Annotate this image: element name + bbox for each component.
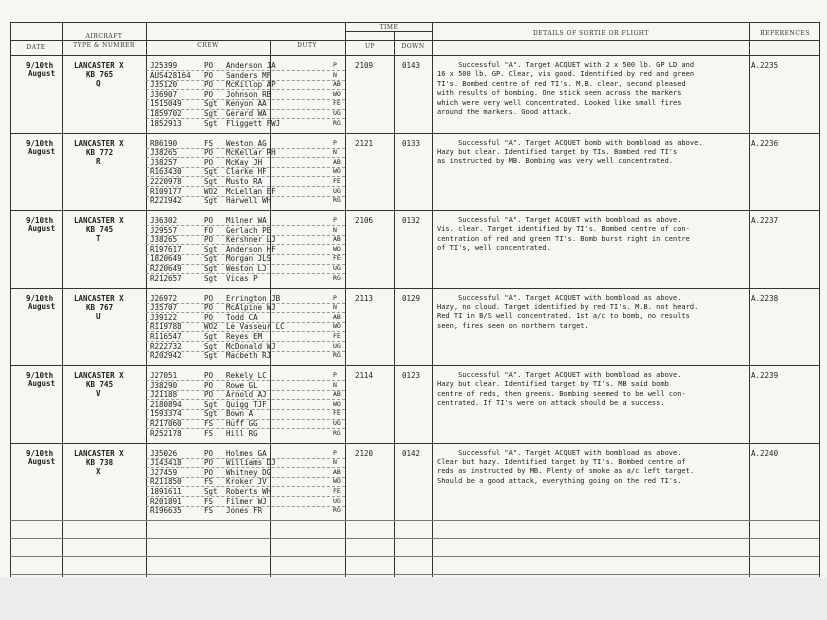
- crew-name: Macbeth RJ: [226, 351, 272, 361]
- crew-name: Holmes GA: [226, 448, 267, 458]
- crew-duty: AB: [333, 80, 341, 89]
- crew-service-number: R163430: [150, 167, 182, 177]
- crew-duty: AB: [333, 467, 341, 476]
- crew-service-number: 1891611: [150, 486, 182, 496]
- aircraft-letter: Q: [96, 79, 101, 88]
- aircraft-type: LANCASTER X: [74, 138, 124, 148]
- crew-service-number: R86190: [150, 138, 178, 148]
- aircraft-letter: T: [96, 234, 101, 243]
- sortie-separator: [10, 55, 819, 56]
- column-rule: [62, 22, 63, 577]
- crew-duty: RG: [333, 196, 341, 205]
- crew-service-number: J38257: [150, 157, 178, 167]
- sortie-details-line: Hazy but clear. Identified target by TI's. MB said bomb: [437, 380, 669, 389]
- crew-duty: AB: [333, 390, 341, 399]
- crew-rank: Sgt: [204, 109, 218, 118]
- reference-number: A.2239: [751, 371, 779, 380]
- crew-service-number: 1593374: [150, 409, 182, 419]
- crew-duty: FE: [333, 254, 341, 263]
- aircraft-letter: U: [96, 311, 101, 321]
- time-down: 0132: [402, 216, 421, 225]
- crew-rank: Sgt: [204, 176, 218, 186]
- crew-duty: RG: [333, 428, 341, 437]
- crew-name: Errington JB: [226, 293, 281, 303]
- sortie-details-line: of TI's, well concentrated.: [437, 244, 551, 253]
- crew-service-number: J25399: [150, 61, 178, 70]
- crew-duty: N: [333, 303, 337, 312]
- time-down: 0133: [402, 138, 421, 148]
- crew-service-number: J143418: [150, 458, 182, 468]
- aircraft-serial: KB 772: [86, 147, 114, 157]
- blank-row-rule: [10, 556, 819, 557]
- crew-name: Gerard WA: [226, 109, 267, 118]
- crew-service-number: J36302: [150, 216, 178, 225]
- sortie-details-line: with results of bombing. One stick seen across the markers: [437, 89, 682, 98]
- header-duty: DUTY: [297, 42, 317, 49]
- column-rule: [146, 22, 147, 577]
- blank-row-rule: [10, 574, 819, 575]
- sortie-details-line: Successful "A". Target ACQUET with bombload as above.: [437, 293, 682, 302]
- time-up: 2113: [355, 293, 374, 303]
- crew-service-number: R221942: [150, 196, 182, 206]
- crew-duty: UG: [333, 341, 341, 350]
- crew-name: Le Vasseur LC: [226, 322, 285, 332]
- column-rule: [432, 22, 433, 577]
- sortie-separator: [10, 443, 819, 444]
- time-subrule: [346, 31, 432, 32]
- crew-duty: UG: [333, 186, 341, 195]
- crew-name: Jones FR: [226, 506, 263, 516]
- sortie-date: 9/10th: [26, 61, 54, 70]
- crew-rank: PO: [204, 216, 214, 225]
- crew-service-number: 2180894: [150, 399, 182, 409]
- crew-service-number: J27051: [150, 371, 178, 380]
- crew-service-number: J26972: [150, 293, 178, 303]
- sortie-details-line: Successful "A". Target ACQUET with bombload as above.: [437, 448, 682, 457]
- crew-duty: P: [333, 293, 337, 302]
- crew-duty: FE: [333, 176, 341, 185]
- sortie-separator: [10, 210, 819, 211]
- crew-duty: N: [333, 70, 337, 79]
- sortie-details-line: Clear but hazy. Identified target by TI's. Bombed centre of: [437, 457, 686, 466]
- crew-duty: P: [333, 138, 337, 147]
- aircraft-serial: KB 767: [86, 302, 114, 312]
- crew-rank: FS: [204, 138, 214, 148]
- crew-service-number: R217060: [150, 419, 182, 428]
- crew-duty: AB: [333, 157, 341, 166]
- crew-name: Weston AG: [226, 138, 267, 148]
- crew-duty: N: [333, 380, 337, 389]
- crew-service-number: J35026: [150, 448, 178, 458]
- crew-name: Harwell WH: [226, 196, 272, 206]
- crew-rank: Sgt: [204, 273, 218, 283]
- crew-name: Gerlach PE: [226, 225, 272, 235]
- column-rule: [819, 22, 820, 577]
- aircraft-serial: KB 745: [86, 225, 114, 234]
- header-date: DATE: [26, 44, 46, 51]
- time-up: 2106: [355, 216, 374, 225]
- sortie-details-line: centre of reds, then greens. Bombing seemed to be well con-: [437, 389, 686, 398]
- crew-service-number: J35120: [150, 80, 178, 90]
- sortie-details-line: Successful "A". Target ACQUET bomb with bombload as above.: [437, 138, 703, 147]
- sortie-month: August: [28, 146, 56, 156]
- crew-service-number: J21188: [150, 390, 178, 400]
- sortie-details-line: TI's. Bombed centre of red TI's. M.B. clear, second pleased: [437, 79, 686, 88]
- aircraft-letter: R: [96, 156, 101, 166]
- sortie-date: 9/10th: [26, 138, 54, 148]
- crew-duty: FE: [333, 409, 341, 418]
- crew-rank: FO: [204, 225, 214, 235]
- crew-service-number: R197617: [150, 244, 182, 254]
- aircraft-type: LANCASTER X: [74, 61, 124, 70]
- crew-name: McKellar RH: [226, 148, 276, 158]
- crew-rank: PO: [204, 70, 214, 80]
- sortie-details-line: as instructed by MB. Bombing was very well concentrated.: [437, 157, 674, 166]
- crew-rank: PO: [204, 157, 214, 167]
- sortie-month: August: [28, 379, 56, 388]
- crew-name: Musto RA: [226, 176, 263, 186]
- crew-rank: Sgt: [204, 264, 218, 273]
- crew-duty: FE: [333, 99, 341, 108]
- sortie-details-line: Red TI in B/S well concentrated. 1st a/c to bomb, no results: [437, 312, 690, 321]
- crew-duty: UG: [333, 264, 341, 272]
- crew-name: Kroker JV: [226, 477, 267, 487]
- crew-rank: Sgt: [204, 341, 218, 351]
- crew-service-number: R222732: [150, 341, 182, 351]
- crew-duty: P: [333, 371, 337, 379]
- crew-name: McAlpine WJ: [226, 303, 276, 313]
- crew-duty: AB: [333, 312, 341, 321]
- sortie-details-line: seen, fires seen on northern target.: [437, 321, 589, 330]
- sortie-details-line: Successful "A". Target ACQUET with bombload as above.: [437, 371, 682, 379]
- crew-name: Kenyon AA: [226, 99, 267, 109]
- crew-name: Hill RG: [226, 428, 258, 438]
- crew-name: McDonald WJ: [226, 341, 276, 351]
- time-down: 0129: [402, 293, 421, 303]
- header-time: TIME: [379, 24, 399, 31]
- crew-name: McKay JH: [226, 157, 263, 167]
- aircraft-type: LANCASTER X: [74, 293, 124, 303]
- blank-row-rule: [10, 538, 819, 539]
- header-details: DETAILS OF SORTIE OR FLIGHT: [532, 30, 650, 37]
- time-down: 0142: [402, 448, 421, 458]
- crew-name: Anderson JA: [226, 61, 276, 70]
- crew-duty: WO: [333, 244, 341, 253]
- crew-service-number: AUS428164: [150, 70, 191, 80]
- crew-rank: Sgt: [204, 351, 218, 361]
- header-aircraft: AIRCRAFT: [85, 33, 123, 40]
- aircraft-letter: X: [96, 466, 101, 476]
- crew-service-number: R202942: [150, 351, 182, 361]
- crew-name: McLellan EF: [226, 186, 276, 196]
- crew-service-number: J39122: [150, 312, 178, 322]
- aircraft-letter: V: [96, 389, 101, 398]
- time-up: 2109: [355, 61, 374, 70]
- crew-service-number: R109177: [150, 186, 182, 196]
- crew-rank: Sgt: [204, 244, 218, 254]
- crew-duty: UG: [333, 109, 341, 117]
- crew-service-number: R252178: [150, 428, 182, 438]
- sortie-month: August: [28, 456, 56, 466]
- crew-duty: WO: [333, 322, 341, 331]
- crew-rank: PO: [204, 293, 214, 303]
- sortie-date: 9/10th: [26, 448, 54, 458]
- sortie-separator: [10, 288, 819, 289]
- crew-rank: PO: [204, 148, 214, 158]
- time-up: 2114: [355, 371, 374, 380]
- crew-service-number: R212657: [150, 273, 182, 283]
- aircraft-serial: KB 765: [86, 70, 114, 79]
- top-rule: [10, 22, 819, 23]
- crew-service-number: R201891: [150, 496, 182, 506]
- reference-number: A.2235: [751, 61, 779, 70]
- crew-service-number: J38290: [150, 380, 178, 390]
- crew-rank: WO2: [204, 322, 218, 332]
- crew-rank: PO: [204, 61, 214, 70]
- crew-rank: PO: [204, 467, 214, 477]
- sortie-details-line: 16 x 500 lb. GP. Clear, vis good. Identified by red and green: [437, 70, 695, 79]
- crew-service-number: J29557: [150, 225, 178, 235]
- aircraft-type: LANCASTER X: [74, 216, 124, 225]
- crew-service-number: J38265: [150, 235, 178, 245]
- header-references: REFERENCES: [760, 30, 810, 37]
- crew-rank: FS: [204, 428, 214, 438]
- crew-duty: RG: [333, 506, 341, 515]
- crew-rank: PO: [204, 89, 214, 99]
- header-aircraft-type: TYPE & NUMBER: [73, 42, 135, 49]
- crew-name: Morgan JLS: [226, 254, 272, 264]
- crew-name: Johnson RB: [226, 89, 272, 99]
- sortie-details-line: centration of red and green TI's. Bomb burst right in centre: [437, 234, 690, 243]
- aircraft-type: LANCASTER X: [74, 371, 124, 380]
- crew-name: Bown A: [226, 409, 254, 419]
- header-rule: [10, 40, 819, 41]
- crew-duty: UG: [333, 419, 341, 427]
- crew-rank: PO: [204, 235, 214, 245]
- header-down: DOWN: [401, 43, 425, 50]
- crew-name: Weston LJ: [226, 264, 267, 273]
- sortie-details-line: centrated. If TI's were on attack should be a success.: [437, 399, 665, 408]
- sortie-separator: [10, 133, 819, 134]
- crew-rank: Sgt: [204, 99, 218, 109]
- crew-duty: UG: [333, 496, 341, 505]
- crew-service-number: R220649: [150, 264, 182, 273]
- crew-service-number: 1859702: [150, 109, 182, 118]
- crew-service-number: 2220978: [150, 176, 182, 186]
- crew-name: Rekely LC: [226, 371, 267, 380]
- crew-name: Todd CA: [226, 312, 258, 322]
- crew-duty: N: [333, 148, 337, 157]
- sortie-month: August: [28, 301, 56, 311]
- crew-name: Filmer WJ: [226, 496, 267, 506]
- reference-number: A.2240: [751, 448, 779, 458]
- sortie-details-line: reds as instructed by MB. Plenty of smoke as a/c left target.: [437, 467, 695, 476]
- sortie-details-line: Vis. clear. Target identified by TI's. Bombed centre of con-: [437, 225, 690, 234]
- reference-number: A.2238: [751, 293, 779, 303]
- crew-duty: AB: [333, 235, 341, 244]
- sortie-separator: [10, 365, 819, 366]
- sortie-details-line: around the markers. Good attack.: [437, 108, 572, 116]
- crew-rank: PO: [204, 371, 214, 380]
- crew-rank: PO: [204, 303, 214, 313]
- crew-service-number: J38265: [150, 148, 178, 158]
- sortie-details-line: Hazy, no cloud. Target identified by red TI's. M.B. not heard.: [437, 302, 699, 311]
- sortie-details-line: Successful "A". Target ACQUET with 2 x 500 lb. GP LD and: [437, 61, 695, 69]
- crew-service-number: R196635: [150, 506, 182, 516]
- crew-name: Reyes EM: [226, 331, 263, 341]
- sortie-month: August: [28, 224, 56, 233]
- sortie-date: 9/10th: [26, 371, 54, 380]
- blank-row-rule: [10, 520, 819, 521]
- reference-number: A.2236: [751, 138, 779, 148]
- crew-duty: RG: [333, 273, 341, 282]
- crew-duty: N: [333, 458, 337, 467]
- crew-name: Rowe GL: [226, 380, 258, 390]
- sortie-details-line: Should be a good attack, everything going on the red TI's.: [437, 476, 682, 485]
- crew-service-number: 1515049: [150, 99, 182, 109]
- crew-rank: Sgt: [204, 196, 218, 206]
- sortie-details-line: Successful "A". Target ACQUET with bombload as above.: [437, 216, 682, 224]
- time-down: 0143: [402, 61, 421, 70]
- crew-rank: FS: [204, 419, 214, 428]
- crew-name: Kershner LJ: [226, 235, 276, 245]
- time-up: 2121: [355, 138, 374, 148]
- crew-rank: Sgt: [204, 167, 218, 177]
- sortie-details-line: Hazy but clear. Identified target by TIs. Bombed red TI's: [437, 147, 678, 156]
- crew-duty: FE: [333, 331, 341, 340]
- crew-name: Roberts WH: [226, 486, 272, 496]
- crew-service-number: 1852913: [150, 118, 182, 128]
- column-rule: [345, 22, 346, 577]
- crew-service-number: R211850: [150, 477, 182, 487]
- crew-rank: Sgt: [204, 399, 218, 409]
- crew-service-number: J36907: [150, 89, 178, 99]
- crew-rank: Sgt: [204, 254, 218, 264]
- time-down: 0123: [402, 371, 421, 380]
- crew-rank: Sgt: [204, 486, 218, 496]
- sortie-details-line: which were very well concentrated. Looked like small fires: [437, 98, 682, 107]
- crew-name: Sanders MF: [226, 70, 272, 80]
- header-crew: CREW: [197, 42, 219, 49]
- header-up: UP: [364, 43, 376, 50]
- crew-duty: WO: [333, 167, 341, 176]
- crew-rank: PO: [204, 390, 214, 400]
- aircraft-serial: KB 738: [86, 457, 114, 467]
- crew-rank: WO2: [204, 186, 218, 196]
- crew-rank: PO: [204, 448, 214, 458]
- crew-rank: FS: [204, 506, 214, 516]
- crew-duty: RG: [333, 118, 341, 127]
- crew-rank: FS: [204, 477, 214, 487]
- crew-name: Williams DJ: [226, 458, 276, 468]
- page-margin: [0, 577, 827, 620]
- column-rule: [394, 31, 395, 577]
- crew-rank: PO: [204, 80, 214, 90]
- crew-name: Arnold AJ: [226, 390, 267, 400]
- crew-duty: N: [333, 225, 337, 234]
- crew-service-number: R119788: [150, 322, 182, 332]
- crew-duty: WO: [333, 399, 341, 408]
- crew-name: Anderson HF: [226, 244, 276, 254]
- crew-rank: FS: [204, 496, 214, 506]
- sortie-month: August: [28, 69, 56, 78]
- crew-duty: P: [333, 216, 337, 224]
- sortie-date: 9/10th: [26, 216, 54, 225]
- crew-duty: RG: [333, 351, 341, 360]
- crew-name: Clarke HF: [226, 167, 267, 177]
- crew-duty: P: [333, 61, 337, 69]
- crew-service-number: R116547: [150, 331, 182, 341]
- crew-name: Vicas P: [226, 273, 258, 283]
- crew-duty: WO: [333, 89, 341, 98]
- sortie-date: 9/10th: [26, 293, 54, 303]
- crew-rank: Sgt: [204, 118, 218, 128]
- reference-number: A.2237: [751, 216, 779, 225]
- column-rule: [10, 22, 11, 577]
- crew-duty: FE: [333, 486, 341, 495]
- aircraft-type: LANCASTER X: [74, 448, 124, 458]
- time-up: 2120: [355, 448, 374, 458]
- crew-rank: PO: [204, 380, 214, 390]
- crew-duty: WO: [333, 477, 341, 486]
- crew-name: Fliggett FWJ: [226, 118, 281, 128]
- crew-duty: P: [333, 448, 337, 457]
- crew-name: Milner WA: [226, 216, 267, 225]
- crew-name: Quigg TJF: [226, 399, 267, 409]
- crew-rank: PO: [204, 458, 214, 468]
- aircraft-serial: KB 745: [86, 380, 114, 389]
- crew-rank: Sgt: [204, 409, 218, 419]
- column-rule: [749, 22, 750, 577]
- crew-service-number: J27459: [150, 467, 178, 477]
- crew-name: Whitney DG: [226, 467, 272, 477]
- crew-rank: Sgt: [204, 331, 218, 341]
- crew-service-number: 1820649: [150, 254, 182, 264]
- crew-service-number: J35707: [150, 303, 178, 313]
- crew-rank: PO: [204, 312, 214, 322]
- crew-name: McKillop AP: [226, 80, 276, 90]
- crew-name: Huff GG: [226, 419, 258, 428]
